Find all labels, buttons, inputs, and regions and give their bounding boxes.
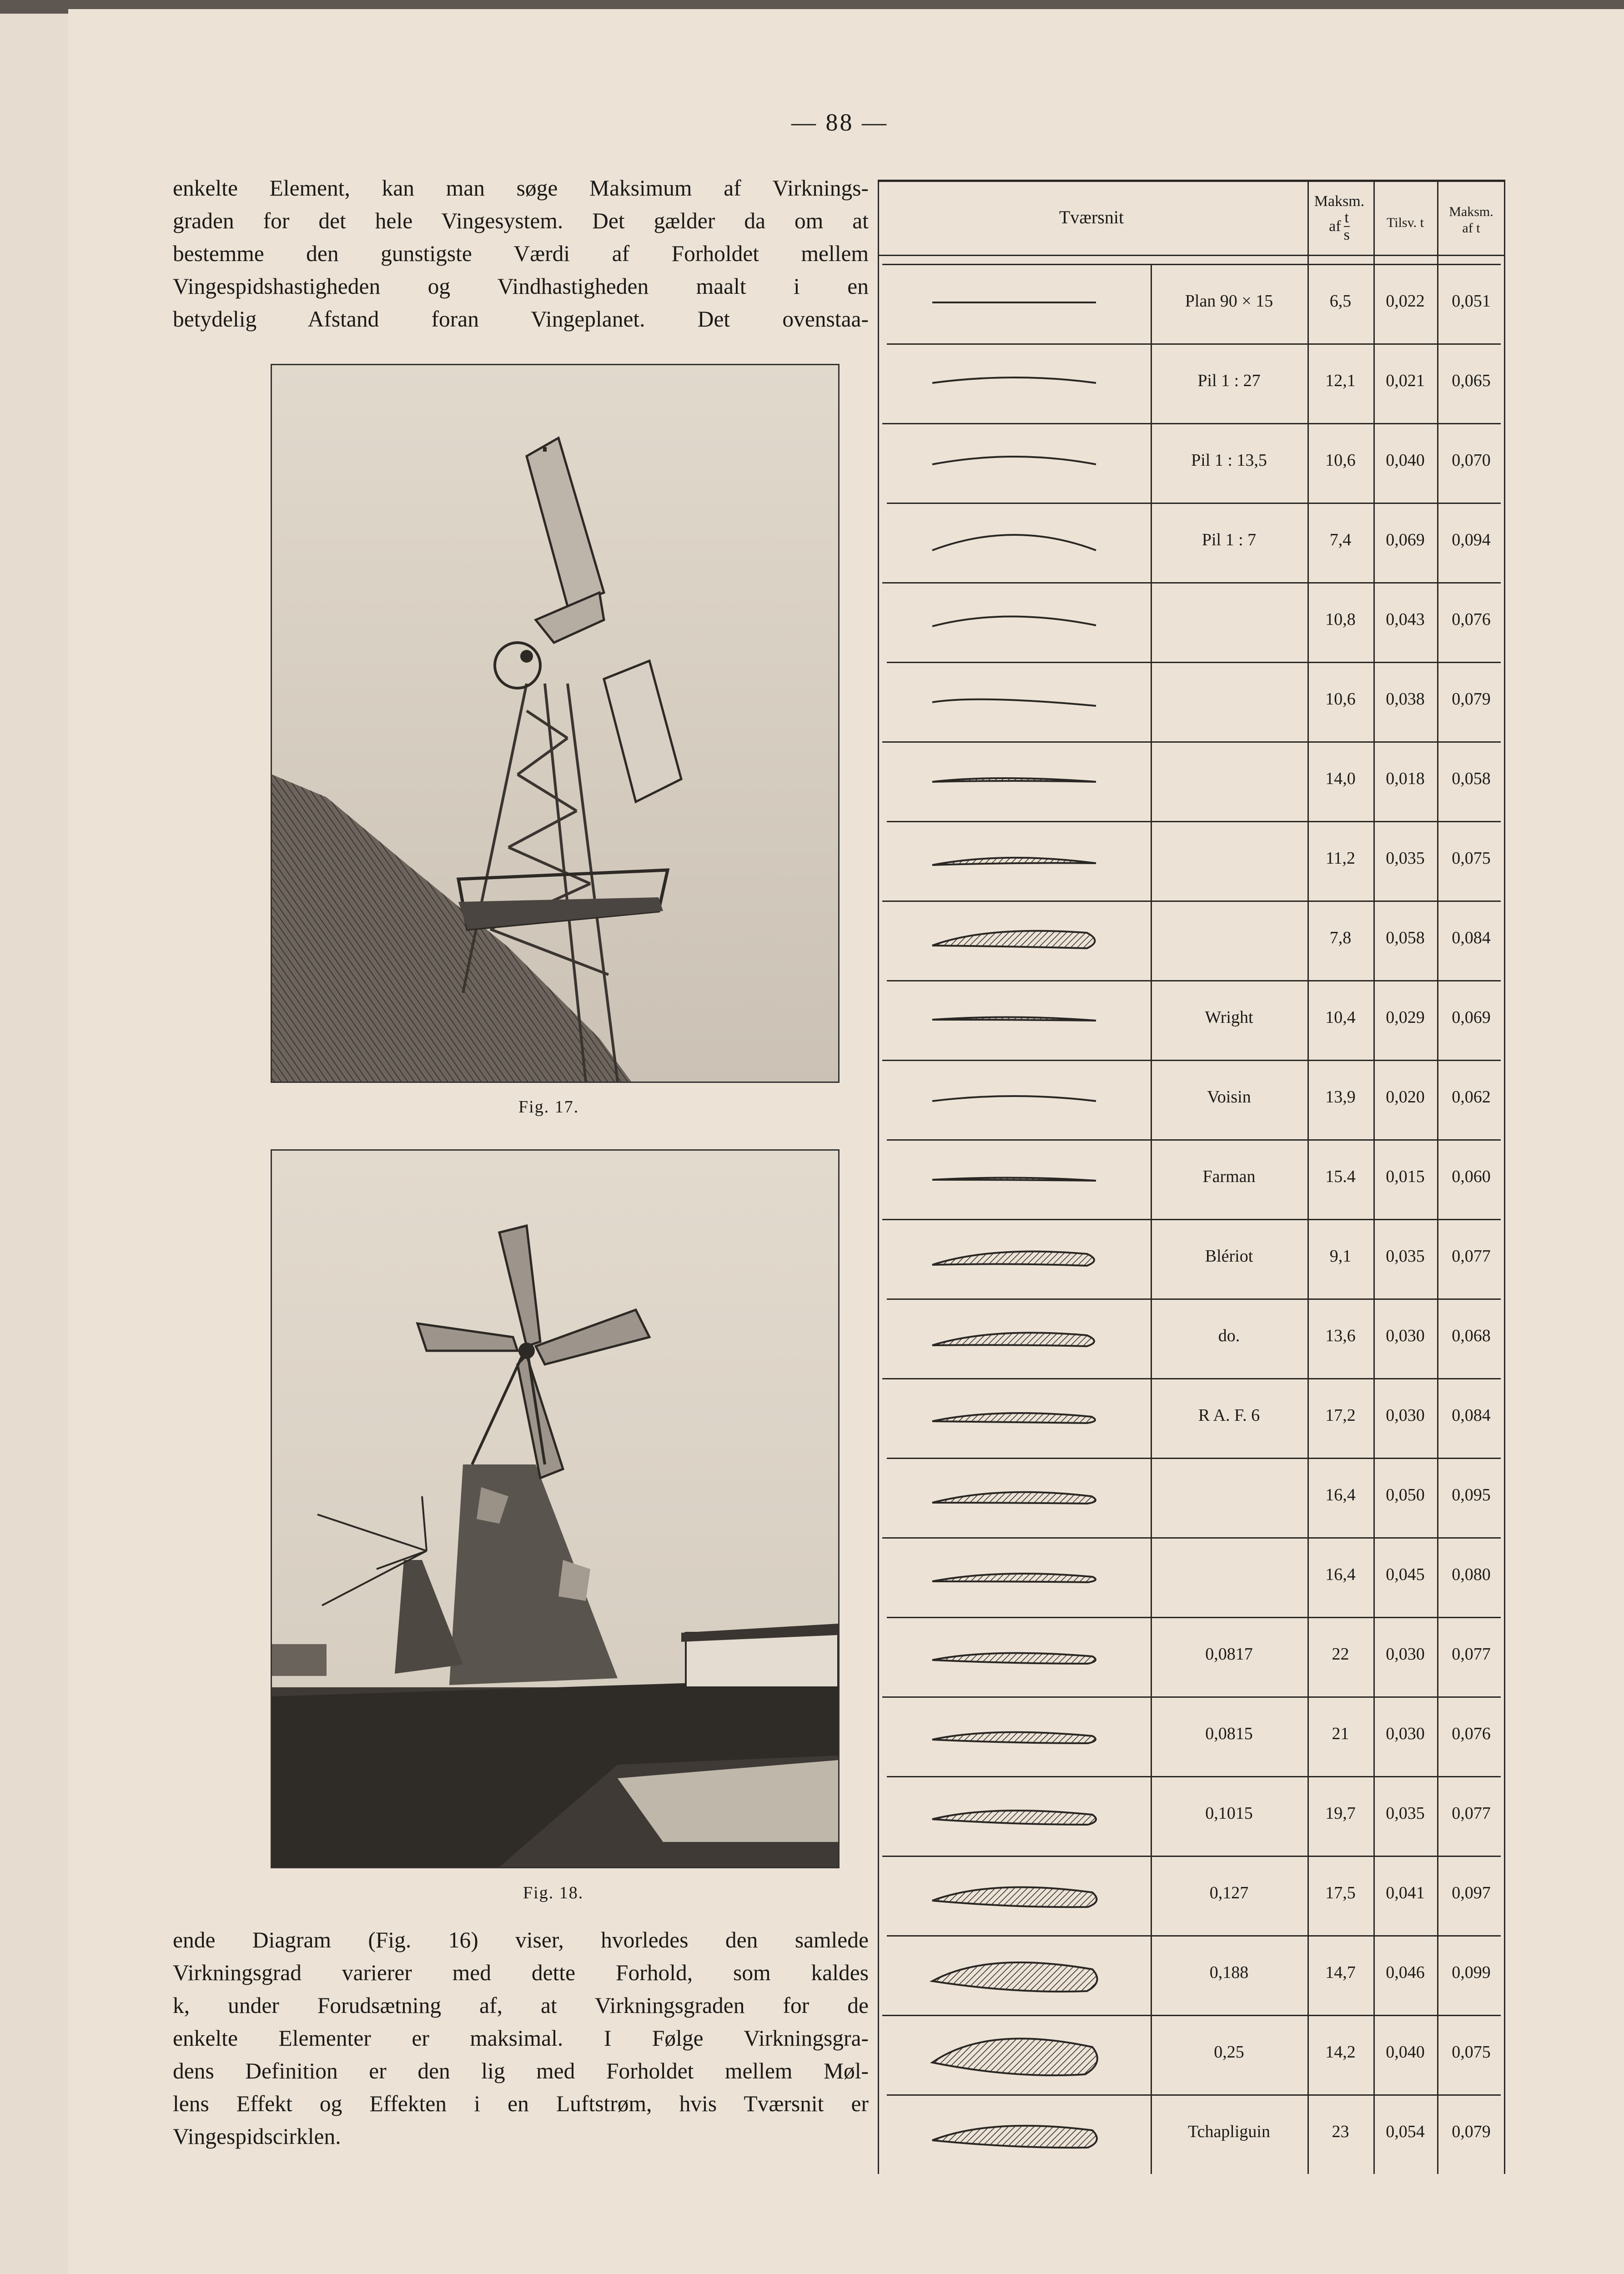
row-tilsv: 0,043 — [1386, 610, 1425, 629]
text-line: Virkningsgrad varierer med dette Forhold, som kaldes — [173, 1960, 869, 1985]
row-tilsv: 0,040 — [1386, 2043, 1425, 2062]
row-tilsv: 0,040 — [1386, 451, 1425, 470]
text-line: bestemme den gunstigste Værdi af Forholdet mellem — [173, 241, 869, 266]
airfoil-profile-icon — [923, 1796, 1114, 1846]
row-label: 0,25 — [1214, 2043, 1244, 2062]
row-rule — [887, 1298, 1501, 1300]
row-label: 0,188 — [1209, 1963, 1249, 1982]
text-line: enkelte Elementer er maksimal. I Følge Virkningsgra- — [173, 2026, 869, 2051]
row-ratio: 10,8 — [1325, 610, 1356, 629]
row-maks: 0,070 — [1452, 451, 1491, 470]
row-ratio: 21 — [1332, 1724, 1349, 1743]
row-label: 0,127 — [1209, 1883, 1249, 1902]
row-ratio: 10,6 — [1325, 451, 1356, 470]
row-maks: 0,075 — [1452, 849, 1491, 868]
row-maks: 0,075 — [1452, 2043, 1491, 2062]
row-tilsv: 0,030 — [1386, 1326, 1425, 1345]
header-ratio — [1307, 193, 1371, 243]
row-label: Plan 90 × 15 — [1185, 292, 1273, 311]
column-rule — [1373, 182, 1375, 2174]
row-ratio: 14,2 — [1325, 2043, 1356, 2062]
row-label: 0,0817 — [1205, 1645, 1253, 1664]
row-label: Pil 1 : 13,5 — [1191, 451, 1267, 470]
row-rule — [887, 662, 1501, 663]
row-maks: 0,077 — [1452, 1645, 1491, 1664]
row-tilsv: 0,035 — [1386, 1247, 1425, 1266]
text-line: dens Definition er den lig med Forholdet mellem Møl- — [173, 2058, 869, 2083]
row-ratio: 9,1 — [1329, 1247, 1352, 1266]
header-section: Tværsnit — [1059, 207, 1124, 227]
row-tilsv: 0,050 — [1386, 1485, 1425, 1504]
row-tilsv: 0,058 — [1386, 928, 1425, 947]
row-ratio: 14,0 — [1325, 769, 1356, 788]
row-ratio: 13,9 — [1325, 1087, 1356, 1107]
row-label: 0,0815 — [1205, 1724, 1253, 1743]
row-label: Tchapliguin — [1188, 2122, 1270, 2141]
row-rule — [887, 343, 1501, 345]
header-ratio-num: t — [1344, 209, 1349, 226]
row-rule — [882, 1219, 1501, 1220]
figure-caption: Fig. 17. — [518, 1097, 579, 1117]
header-maks-line1: Maksm. — [1449, 204, 1493, 219]
row-rule — [882, 264, 1501, 265]
row-ratio: 22 — [1332, 1645, 1349, 1664]
header-maks-line2: af t — [1462, 221, 1480, 236]
row-tilsv: 0,030 — [1386, 1406, 1425, 1425]
row-maks: 0,062 — [1452, 1087, 1491, 1107]
row-ratio: 16,4 — [1325, 1565, 1356, 1584]
row-rule — [887, 503, 1501, 504]
table-top-rule — [878, 180, 1505, 182]
row-maks: 0,097 — [1452, 1883, 1491, 1902]
row-maks: 0,051 — [1452, 292, 1491, 311]
row-ratio: 13,6 — [1325, 1326, 1356, 1345]
row-ratio: 17,2 — [1325, 1406, 1356, 1425]
row-ratio: 10,4 — [1325, 1008, 1356, 1027]
airfoil-profile-icon — [923, 1876, 1114, 1926]
airfoil-profile-icon — [923, 284, 1114, 334]
figure-caption: Fig. 18. — [523, 1883, 584, 1902]
text-line: Vingespidshastigheden og Vindhastigheden maalt i en — [173, 274, 869, 299]
airfoil-table — [878, 173, 1505, 2229]
airfoil-profile-icon — [923, 682, 1114, 732]
row-maks: 0,099 — [1452, 1963, 1491, 1982]
row-ratio: 14,7 — [1325, 1963, 1356, 1982]
column-rule — [1504, 180, 1505, 2174]
airfoil-profile-icon — [923, 1478, 1114, 1528]
header-maks — [1437, 204, 1505, 236]
row-tilsv: 0,030 — [1386, 1724, 1425, 1743]
row-tilsv: 0,038 — [1386, 689, 1425, 709]
row-rule — [882, 582, 1501, 584]
row-label: Pil 1 : 7 — [1202, 530, 1257, 549]
airfoil-profile-icon — [923, 443, 1114, 493]
row-maks: 0,060 — [1452, 1167, 1491, 1186]
row-ratio: 11,2 — [1325, 849, 1356, 868]
text-line: Vingespidscirklen. — [173, 2124, 341, 2149]
text-line: ende Diagram (Fig. 16) viser, hvorledes den samlede — [173, 1927, 869, 1952]
row-rule — [887, 1776, 1501, 1777]
airfoil-profile-icon — [923, 2035, 1114, 2085]
header-ratio-top: Maksm. — [1314, 193, 1365, 210]
row-tilsv: 0,035 — [1386, 849, 1425, 868]
row-rule — [887, 1935, 1501, 1937]
row-tilsv: 0,046 — [1386, 1963, 1425, 1982]
row-tilsv: 0,018 — [1386, 769, 1425, 788]
row-label: 0,1015 — [1205, 1804, 1253, 1823]
row-rule — [882, 1537, 1501, 1539]
row-tilsv: 0,041 — [1386, 1883, 1425, 1902]
windmill-mill-photo — [271, 1149, 840, 1868]
row-label: R A. F. 6 — [1198, 1406, 1260, 1425]
airfoil-profile-icon — [923, 1399, 1114, 1449]
airfoil-profile-icon — [923, 1717, 1114, 1767]
row-ratio: 12,1 — [1325, 371, 1356, 390]
airfoil-profile-icon — [923, 603, 1114, 653]
airfoil-profile-icon — [923, 1239, 1114, 1289]
airfoil-profile-icon — [923, 1558, 1114, 1608]
header-ratio-pre: af — [1329, 218, 1341, 235]
airfoil-profile-icon — [923, 841, 1114, 891]
row-maks: 0,079 — [1452, 689, 1491, 709]
row-rule — [882, 901, 1501, 902]
row-maks: 0,077 — [1452, 1804, 1491, 1823]
row-rule — [882, 1696, 1501, 1698]
airfoil-profile-icon — [923, 1160, 1114, 1210]
text-line: k, under Forudsætning af, at Virkningsgraden for de — [173, 1993, 869, 2018]
airfoil-profile-icon — [923, 364, 1114, 414]
row-tilsv: 0,035 — [1386, 1804, 1425, 1823]
row-maks: 0,058 — [1452, 769, 1491, 788]
row-tilsv: 0,030 — [1386, 1645, 1425, 1664]
row-maks: 0,069 — [1452, 1008, 1491, 1027]
paragraph-top — [173, 172, 869, 336]
column-rule — [1151, 264, 1152, 2174]
row-ratio: 15.4 — [1325, 1167, 1356, 1186]
row-maks: 0,068 — [1452, 1326, 1491, 1345]
text-line: lens Effekt og Effekten i en Luftstrøm, hvis Tværsnit er — [173, 2091, 869, 2116]
row-tilsv: 0,054 — [1386, 2122, 1425, 2141]
airfoil-profile-icon — [923, 2115, 1114, 2165]
row-rule — [882, 2015, 1501, 2016]
row-rule — [887, 1139, 1501, 1141]
row-label: Pil 1 : 27 — [1197, 371, 1261, 390]
windmill-tower-photo — [271, 364, 840, 1083]
row-tilsv: 0,022 — [1386, 292, 1425, 311]
row-label: Wright — [1205, 1008, 1253, 1027]
airfoil-profile-icon — [923, 523, 1114, 573]
row-maks: 0,094 — [1452, 530, 1491, 549]
row-rule — [882, 1856, 1501, 1857]
row-maks: 0,079 — [1452, 2122, 1491, 2141]
row-rule — [882, 1378, 1501, 1379]
row-tilsv: 0,021 — [1386, 371, 1425, 390]
row-ratio: 7,8 — [1329, 928, 1352, 947]
row-rule — [882, 741, 1501, 743]
airfoil-profile-icon — [923, 1080, 1114, 1130]
row-tilsv: 0,045 — [1386, 1565, 1425, 1584]
row-rule — [887, 1617, 1501, 1618]
row-rule — [887, 821, 1501, 822]
row-label: Farman — [1202, 1167, 1256, 1186]
row-maks: 0,076 — [1452, 1724, 1491, 1743]
airfoil-profile-icon — [923, 762, 1114, 812]
row-label: Blériot — [1205, 1247, 1253, 1266]
row-maks: 0,077 — [1452, 1247, 1491, 1266]
airfoil-profile-icon — [923, 1956, 1114, 2006]
column-rule — [1437, 180, 1438, 2174]
row-rule — [887, 2094, 1501, 2096]
row-maks: 0,084 — [1452, 928, 1491, 947]
row-tilsv: 0,069 — [1386, 530, 1425, 549]
row-tilsv: 0,015 — [1386, 1167, 1425, 1186]
row-rule — [887, 980, 1501, 981]
text-line: enkelte Element, kan man søge Maksimum af Virknings- — [173, 176, 869, 201]
text-line: betydelig Afstand foran Vingeplanet. Det ovenstaa- — [173, 307, 869, 332]
airfoil-profile-icon — [923, 1001, 1114, 1051]
row-label: do. — [1218, 1326, 1240, 1345]
airfoil-profile-icon — [923, 921, 1114, 971]
row-ratio: 7,4 — [1329, 530, 1352, 549]
column-rule — [1307, 182, 1309, 2174]
page-number: — 88 — — [791, 109, 888, 136]
row-tilsv: 0,029 — [1386, 1008, 1425, 1027]
text-line: graden for det hele Vingesystem. Det gælder da om at — [173, 208, 869, 233]
row-ratio: 16,4 — [1325, 1485, 1356, 1504]
row-ratio: 23 — [1332, 2122, 1349, 2141]
row-rule — [887, 1458, 1501, 1459]
row-rule — [882, 1060, 1501, 1061]
row-ratio: 19,7 — [1325, 1804, 1356, 1823]
row-maks: 0,065 — [1452, 371, 1491, 390]
row-ratio: 10,6 — [1325, 689, 1356, 709]
row-maks: 0,076 — [1452, 610, 1491, 629]
header-tilsv: Tilsv. t — [1386, 215, 1424, 230]
paragraph-bottom — [173, 1924, 869, 2153]
header-rule — [878, 255, 1505, 256]
row-maks: 0,080 — [1452, 1565, 1491, 1584]
row-maks: 0,084 — [1452, 1406, 1491, 1425]
airfoil-profile-icon — [923, 1637, 1114, 1687]
row-rule — [882, 423, 1501, 424]
row-label: Voisin — [1207, 1087, 1251, 1107]
row-maks: 0,095 — [1452, 1485, 1491, 1504]
column-rule — [878, 180, 879, 2174]
header-ratio-den: s — [1343, 226, 1350, 243]
row-ratio: 17,5 — [1325, 1883, 1356, 1902]
row-ratio: 6,5 — [1329, 292, 1352, 311]
airfoil-profile-icon — [923, 1319, 1114, 1369]
row-tilsv: 0,020 — [1386, 1087, 1425, 1107]
